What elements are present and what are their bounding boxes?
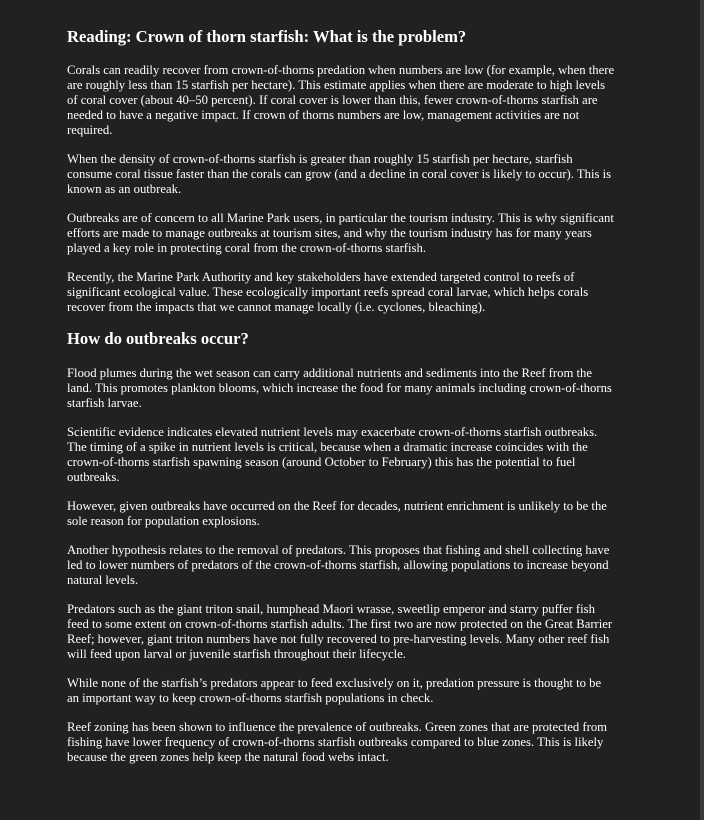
paragraph: Reef zoning has been shown to influence the prevalence of outbreaks. Green zones that are protected from fishing have lower frequency of crown-of-thorns starfish outbreaks compared to blue zones. This is likely because the green zones help keep the natural food webs intact. <box>67 720 608 764</box>
paragraph: Another hypothesis relates to the removal of predators. This proposes that fishing and shell collecting have led to lower numbers of predators of the crown-of-thorns starfish, allowing populations to increase beyond natural levels. <box>67 543 610 587</box>
section-heading: How do outbreaks occur? <box>67 329 249 348</box>
paragraph: When the density of crown-of-thorns starfish is greater than roughly 15 starfish per hectare, starfish consume coral tissue faster than the corals can grow (and a decline in coral cover is likely to occur). This is known as an outbreak. <box>67 152 612 196</box>
paragraph: Flood plumes during the wet season can carry additional nutrients and sediments into the Reef from the land. This promotes plankton blooms, which increase the food for many animals including crown-of-thorns starfish larvae. <box>67 366 612 410</box>
document-content <box>67 27 615 779</box>
paragraph: While none of the starfish’s predators appear to feed exclusively on it, predation pressure is thought to be an important way to keep crown-of-thorns starfish populations in check. <box>67 676 602 705</box>
paragraph: Outbreaks are of concern to all Marine Park users, in particular the tourism industry. This is why significant efforts are made to manage outbreaks at tourism sites, and why the tourism industry has for many years played a key role in protecting coral from the crown-of-thorns starfish. <box>67 211 614 255</box>
paragraph: However, given outbreaks have occurred on the Reef for decades, nutrient enrichment is unlikely to be the sole reason for population explosions. <box>67 499 607 528</box>
reading-heading: Reading: Crown of thorn starfish: What is the problem? <box>67 27 467 46</box>
paragraph: Recently, the Marine Park Authority and key stakeholders have extended targeted control to reefs of significant ecological value. These ecologically important reefs spread coral larvae, which helps corals recover from the impacts that we cannot manage locally (i.e. cyclones, bleaching). <box>67 270 589 314</box>
paragraph: Predators such as the giant triton snail, humphead Maori wrasse, sweetlip emperor and starry puffer fish feed to some extent on crown-of-thorns starfish adults. The first two are now protected on the Great Barrier Reef; however, giant triton numbers have not fully recovered to pre-harvesting levels. Many other reef fish will feed upon larval or juvenile starfish throughout their lifecycle. <box>67 602 613 661</box>
scrollbar-edge[interactable] <box>700 0 704 820</box>
paragraph: Scientific evidence indicates elevated nutrient levels may exacerbate crown-of-thorns starfish outbreaks. The timing of a spike in nutrient levels is critical, because when a dramatic increase coincides with the crown-of-thorns starfish spawning season (around October to February) this has the potential to fuel outbreaks. <box>67 425 598 484</box>
paragraph: Corals can readily recover from crown-of-thorns predation when numbers are low (for example, when there are roughly less than 15 starfish per hectare). This estimate applies when there are moderate to high levels of coral cover (about 40–50 percent). If coral cover is lower than this, fewer crown-of-thorns starfish are needed to have a negative impact. If crown of thorns numbers are low, management activities are not required. <box>67 63 615 137</box>
